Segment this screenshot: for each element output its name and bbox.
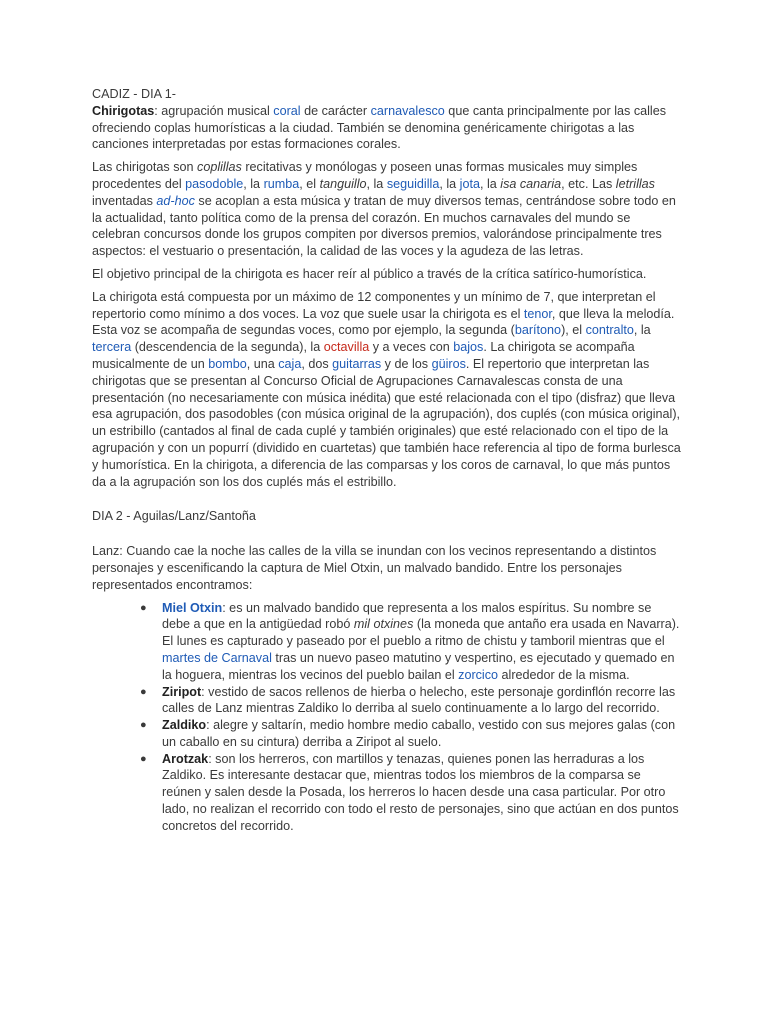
heading-dia-2: DIA 2 - Aguilas/Lanz/Santoña bbox=[92, 509, 256, 524]
inline-link[interactable]: ad-hoc bbox=[156, 193, 195, 208]
characters-list bbox=[92, 600, 682, 835]
document-body bbox=[92, 86, 682, 835]
bold-term: Ziripot bbox=[162, 684, 202, 699]
bullet-icon: ● bbox=[140, 685, 147, 698]
italic-term: tanguillo bbox=[319, 176, 367, 191]
italic-term: coplillas bbox=[197, 160, 242, 175]
inline-link[interactable]: contralto bbox=[585, 323, 634, 338]
heading-dia-1: CADIZ - DIA 1- bbox=[92, 87, 176, 101]
inline-link[interactable]: bombo bbox=[208, 356, 247, 371]
italic-term: isa canaria bbox=[500, 176, 562, 191]
inline-link[interactable]: zorcico bbox=[458, 667, 499, 682]
text-run: : son los herreros, con martillos y tenazas, quienes ponen las herraduras a los Zaldiko. Es interesante destacar que, mientras todos los miembros de la comparsa se reúnen y salen desde la Posada, los herreros lo hacen desde una casa particular. Por otro lado, no realizan el recorrido con todo el resto de personajes, sino que actúan en dos puntos concretos del recorrido. bbox=[162, 751, 679, 833]
text-run: : vestido de sacos rellenos de hierba o helecho, este personaje gordinflón recorre las calles de Lanz mientras Zaldiko lo derriba al suelo continuamente a lo largo del recorrido. bbox=[162, 684, 676, 716]
text-run: , la bbox=[633, 323, 651, 338]
text-run: : alegre y saltarín, medio hombre medio caballo, vestido con sus mejores galas (con un caballo en su cintura) derriba a Ziripot al suelo. bbox=[162, 718, 676, 749]
bullet-icon: ● bbox=[140, 601, 147, 614]
inline-link[interactable]: coral bbox=[273, 103, 301, 118]
inline-link[interactable]: bajos bbox=[453, 340, 484, 355]
text-run: que canta principalmente por las calles ofreciendo coplas humorísticas a la ciudad. También se denomina genéricamente chirigotas a las canciones interpretadas por estas formaciones corales. bbox=[92, 103, 667, 152]
text-run: de carácter bbox=[300, 103, 371, 118]
paragraph-composition bbox=[92, 289, 682, 491]
text-run: , etc. Las bbox=[561, 176, 616, 191]
text-run: , que lleva la melodía. Esta voz se acompaña de segundas voces, como por ejemplo, la segunda ( bbox=[92, 306, 675, 338]
inline-link[interactable]: rumba bbox=[263, 176, 300, 191]
text-run: , el bbox=[299, 176, 320, 191]
paragraph-chirigotas-definition bbox=[92, 103, 682, 153]
text-run: y de los bbox=[381, 356, 432, 371]
list-item bbox=[140, 684, 682, 718]
italic-term: mil otxines bbox=[353, 617, 414, 632]
text-run: Las chirigotas son bbox=[92, 160, 198, 175]
text-run: se acoplan a esta música y tratan de muy diversos temas, centrándose sobre todo en la actualidad, tanto política como de la prensa del corazón. En muchos carnavales del mundo se celebran concursos donde los grupos compiten por diversos premios, valorándose principalmente tres aspectos: el vestuario o presentación, la calidad de las voces y la agudeza de las letras. bbox=[92, 193, 676, 259]
inline-link[interactable]: tenor bbox=[523, 306, 552, 321]
italic-term: letrillas bbox=[615, 176, 655, 191]
inline-link-missing[interactable]: octavilla bbox=[323, 340, 370, 355]
text-run: , la bbox=[243, 176, 264, 191]
text-run: . La chirigota se acompaña musicalmente de un bbox=[92, 340, 635, 371]
list-item bbox=[140, 717, 682, 751]
text-run: . El repertorio que interpretan las chirigotas que se presentan al Concurso Oficial de Agrupaciones Carnavalescas consta de una presentación (no necesariamente con música inédita) que esté relacionada con el tipo (disfraz) que lleva esa agrupación, dos pasodobles (con música original de la agrupación), dos cuplés (con música original), un estribillo (cantados al final de cada cuplé y también originales) que esté relacionado con el tipo de la agrupación y con un popurrí (dividido en cuartetas) que también hace referencia al tipo de forma burlesca y humorística. En la chirigota, a diferencia de las comparsas y los coros de carnaval, lo que más puntos da a la agrupación son los dos cuplés más el estribillo. bbox=[92, 356, 681, 489]
text-run: , la bbox=[439, 176, 460, 191]
inline-link[interactable]: carnavalesco bbox=[370, 103, 445, 118]
inline-link[interactable]: caja bbox=[278, 356, 302, 371]
bold-term: Chirigotas bbox=[92, 103, 155, 118]
text-run: , la bbox=[366, 176, 387, 191]
paragraph-objective bbox=[92, 266, 682, 283]
bold-term: Arotzak bbox=[162, 751, 209, 766]
bold-term: Zaldiko bbox=[162, 718, 207, 733]
inline-link[interactable]: guitarras bbox=[332, 356, 382, 371]
text-run: La chirigota está compuesta por un máximo de 12 componentes y un mínimo de 7, que interpretan el repertorio como mínimo a dos voces. La voz que suele usar la chirigota es el bbox=[92, 289, 656, 321]
list-item bbox=[140, 751, 682, 835]
list-item bbox=[140, 600, 682, 684]
text-run: , la bbox=[479, 176, 501, 191]
inline-link[interactable]: tercera bbox=[92, 340, 132, 355]
inline-link[interactable]: barítono bbox=[514, 323, 562, 338]
text-run: alrededor de la misma. bbox=[498, 667, 630, 682]
text-run: , dos bbox=[301, 356, 333, 371]
list-item-text bbox=[162, 752, 679, 833]
text-run: ), el bbox=[561, 323, 586, 338]
text-run: : agrupación musical bbox=[154, 103, 274, 118]
text-run: El objetivo principal de la chirigota es hacer reír al público a través de la crítica satírico-humorística. bbox=[92, 266, 647, 281]
inline-link[interactable]: Miel Otxin bbox=[162, 600, 223, 615]
inline-link[interactable]: pasodoble bbox=[185, 176, 244, 191]
text-run: (descendencia de la segunda), la bbox=[131, 340, 324, 355]
bullet-icon: ● bbox=[140, 752, 147, 765]
text-run: y a veces con bbox=[369, 340, 454, 355]
list-item-text bbox=[162, 601, 679, 682]
inline-link[interactable]: güiros bbox=[431, 356, 466, 371]
list-item-text bbox=[162, 685, 675, 716]
text-run: (la moneda que antaño era usada en Navarra). El lunes es capturado y paseado por el pueblo a ritmo de chistu y tamboril mientras que el bbox=[162, 617, 680, 649]
inline-link[interactable]: martes de Carnaval bbox=[162, 650, 272, 665]
text-run: : es un malvado bandido que representa a los malos espíritus. Su nombre se debe a que en la antigüedad robó bbox=[162, 600, 652, 632]
text-run: tras un nuevo paseo matutino y vespertino, es ejecutado y quemado en la hoguera, mientras los vecinos del pueblo bailan el bbox=[162, 650, 675, 682]
text-run: inventadas bbox=[92, 193, 157, 208]
inline-link[interactable]: jota bbox=[459, 176, 480, 191]
text-run: recitativas y monólogas y poseen unas formas musicales muy simples procedentes del bbox=[92, 160, 638, 191]
inline-link[interactable]: seguidilla bbox=[386, 176, 440, 191]
bullet-icon: ● bbox=[140, 719, 147, 732]
text-run: , una bbox=[246, 356, 279, 371]
paragraph-lanz bbox=[92, 543, 682, 593]
text-run: Lanz: Cuando cae la noche las calles de la villa se inundan con los vecinos representando a distintos personajes y escenificando la captura de Miel Otxin, un malvado bandido. Entre los personajes representados encontramos: bbox=[92, 544, 657, 592]
list-item-text bbox=[162, 718, 675, 749]
paragraph-chirigotas-forms bbox=[92, 159, 682, 260]
